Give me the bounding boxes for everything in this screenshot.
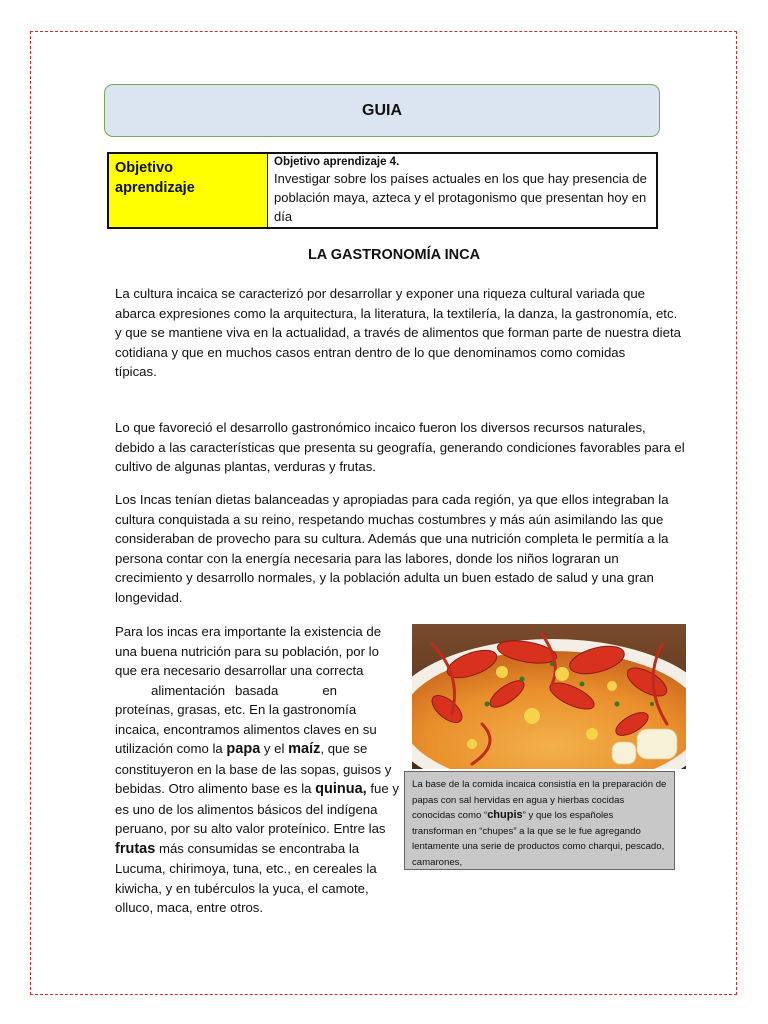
paragraph-4 [115,622,403,918]
p4-text-2: alimentación [151,682,226,698]
image-caption [404,771,675,870]
section-title: LA GASTRONOMÍA INCA [307,247,481,263]
p4-bold-quinua: quinua, [315,781,367,797]
paragraph-1-end: típicas. [115,364,157,380]
objective-title: Objetivo aprendizaje 4. [274,156,400,168]
p4-text-1: Para los incas era importante la existencia de una buena nutrición para su población, por lo que era necesario desarrollar una correcta [115,624,382,678]
caption-text-2: ” y que los españoles transforman en “chupes” a la que se le fue agregando lentamente una serie de productos como charqui, pescado, camarones, [412,810,665,868]
food-photo-icon [412,624,686,769]
objective-label-line2: aprendizaje [115,180,195,196]
caption-bold-chupis: chupis [487,809,523,822]
p4-text-3: basada [235,682,279,698]
p4-bold-maiz: maíz [288,741,321,757]
p4-text-7: , que se constituyeron en la base de las sopas, guisos y bebidas. Otro alimento base es la [115,741,392,796]
p4-text-6: y el [260,741,289,756]
objective-content-cell [268,154,656,227]
objective-label-line1: Objetivo [115,160,174,176]
p4-text-5: proteínas, grasas, etc. En la gastronomía incaica, encontramos alimentos claves en su utilización como la [115,702,377,756]
p4-text-4: en [322,682,337,698]
objective-label-cell [109,154,268,227]
guide-title-box [104,84,660,137]
objective-table [107,152,658,229]
p4-bold-papa: papa [226,741,261,757]
paragraph-2: Lo que favoreció el desarrollo gastronómico incaico fueron los diversos recursos naturales, debido a las características que presenta su geografía, generando condiciones favorables para el cultivo de algunas plantas, verduras y frutas. [115,420,685,475]
caption-text-1: La base de la comida incaica consistía en la preparación de papas con sal hervidas en agua y hierbas cocidas conocidas como “ [412,779,667,822]
p4-bold-frutas: frutas [115,840,156,857]
paragraph-1 [115,284,687,382]
p4-text-9: más consumidas se encontraba la Lucuma, chirimoya, tuna, etc., en cereales la kiwicha, y en tubérculos la yuca, el camote, olluco, maca, entre otros. [115,840,377,915]
p4-text-8: fue y es uno de los alimentos básicos del indígena peruano, por su alto valor proteínico. Entre las [115,781,399,836]
guide-title: GUIA [362,101,402,119]
objective-text: Investigar sobre los países actuales en los que hay presencia de población maya, azteca y el protagonismo que presentan hoy en día [274,171,647,224]
paragraph-3: Los Incas tenían dietas balanceadas y apropiadas para cada región, ya que ellos integraban la cultura conquistada a su reino, respetando muchas costumbres y más aún asimilando las que consideraban de provecho para su cultura. Además que una nutrición completa le permitía a la persona contar con la energía necesaria para las labores, donde los niños lograran un crecimiento y desarrollo normales, y la población adulta un buen estado de salud y una gran longevidad. [115,492,669,605]
paragraph-1-text: La cultura incaica se caracterizó por desarrollar y exponer una riqueza cultural variada que abarca expresiones como la arquitectura, la literatura, la textilería, la danza, la gastronomía, etc. y que se mantiene viva en la actualidad, a través de alimentos que forman parte de nuestra dieta cotidiana y que en muchos casos entran dentro de lo que denominamos como comidas [115,286,681,360]
